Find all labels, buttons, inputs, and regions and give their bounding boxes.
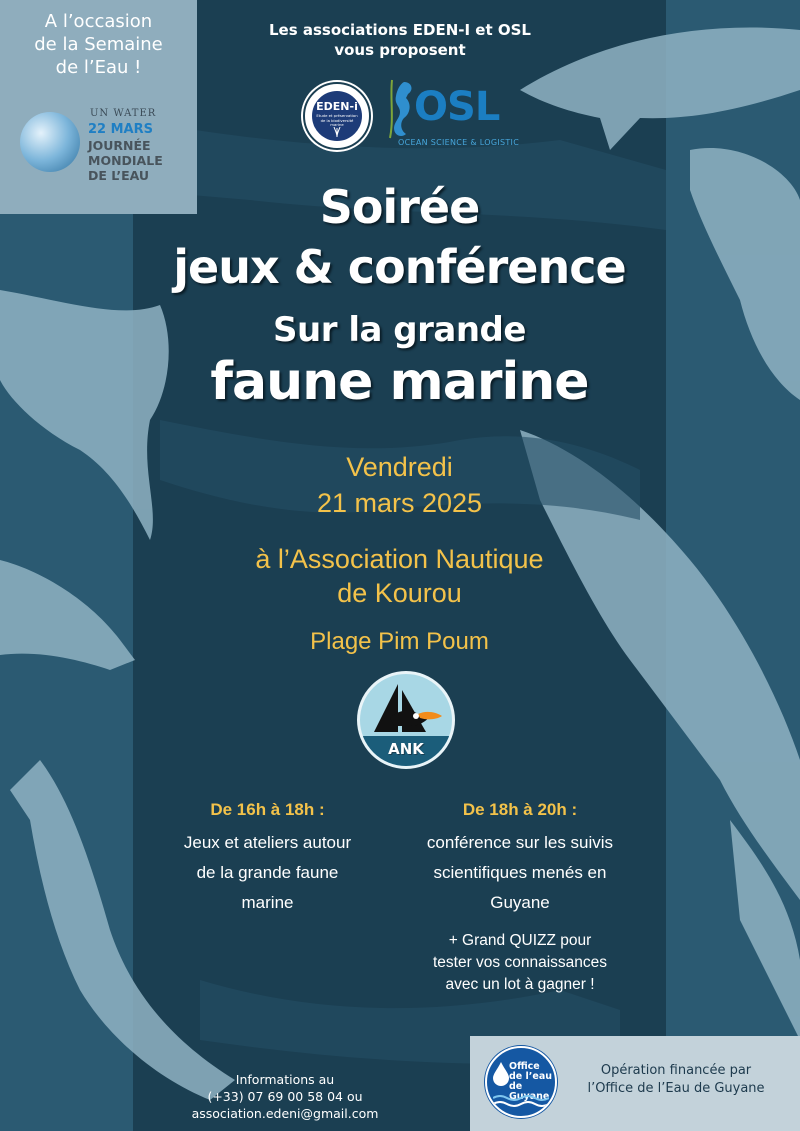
seahorse-icon: [384, 78, 418, 140]
schedule-slot-2: [395, 800, 645, 918]
event-day: Vendredi: [346, 452, 453, 482]
world-water-day-date: 22 MARS: [88, 122, 153, 137]
contact-info: Informations au (+33) 07 69 00 58 04 ou association.edeni@gmail.com: [191, 1072, 379, 1121]
eden-i-logo: [303, 82, 371, 150]
funding-panel: [470, 1036, 800, 1131]
water-drop-icon: [492, 1062, 510, 1086]
quiz-note: + Grand QUIZZ pour tester vos connaissances avec un lot à gagner !: [432, 932, 608, 993]
reef-shark-silhouette: [0, 560, 135, 670]
ank-logo: [357, 671, 455, 769]
title-line-1: Soirée: [319, 180, 480, 234]
title-line-3: Sur la grande: [273, 310, 526, 350]
seagrass-icon: [332, 127, 342, 137]
schedule-slot-1-time: De 16h à 18h :: [210, 800, 325, 819]
title-line-2: jeux & conférence: [173, 240, 626, 294]
schedule-slot-1: [160, 800, 375, 918]
schedule-slot-2-description: conférence sur les suivis scientifiques menés en Guyane: [426, 833, 614, 912]
presenters-line: Les associations EDEN-I et OSL vous proposent: [269, 21, 531, 59]
funding-statement: Opération financée par l’Office de l’Eau de Guyane: [587, 1063, 765, 1096]
event-date: 21 mars 2025: [316, 488, 483, 518]
osl-logo-name: OSL: [414, 84, 500, 130]
manatee-silhouette: [690, 148, 800, 400]
office-eau-guyane-logo-text: Office de l’eau de Guyane: [509, 1061, 553, 1102]
event-venue: à l’Association Nautique de Kourou: [255, 544, 544, 608]
waves-icon: [493, 1094, 549, 1110]
water-week-occasion: A l’occasion de la Semaine de l’Eau !: [34, 11, 163, 78]
schedule-slot-1-description: Jeux et ateliers autour de la grande faune marine: [183, 833, 352, 912]
eden-i-logo-name: EDEN-i: [316, 100, 358, 113]
un-water-label: UN WATER: [90, 108, 157, 119]
world-water-day-title: JOURNÉE MONDIALE DE L’EAU: [88, 138, 163, 183]
eden-i-logo-subtitle: Etude et préservation de la biodiversité marine: [316, 113, 358, 127]
ank-logo-name: ANK: [388, 740, 424, 758]
title-line-4: faune marine: [210, 352, 589, 412]
office-eau-guyane-logo: [485, 1046, 557, 1118]
osl-logo-subtitle: OCEAN SCIENCE & LOGISTIC: [398, 138, 520, 147]
schedule-slot-2-time: De 18h à 20h :: [462, 800, 578, 819]
event-beach: Plage Pim Poum: [310, 628, 489, 655]
globe-icon: [20, 112, 80, 172]
